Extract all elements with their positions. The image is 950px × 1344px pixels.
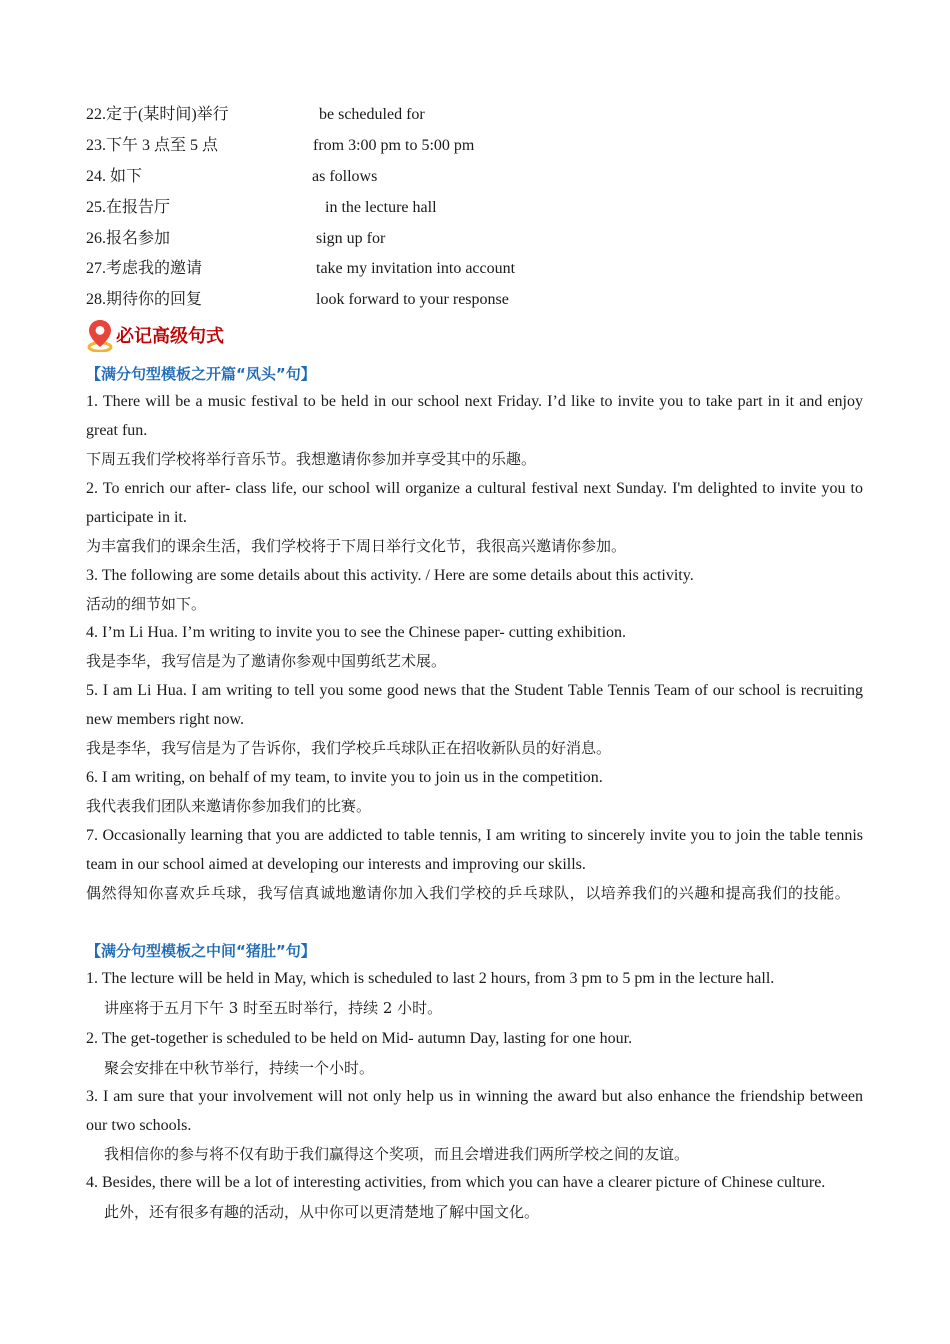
sentence-english: 5. I am Li Hua. I am writing to tell you some good news that the Student Table Tennis Team of our school is recruiting new members right now. (86, 682, 863, 728)
sentence-english: 2. To enrich our after- class life, our school will organize a cultural festival next Sunday. I'm delighted to invite you to participate in it. (86, 480, 863, 526)
sentence-chinese: 偶然得知你喜欢乒乓球，我写信真诚地邀请你加入我们学校的乒乓球队，以培养我们的兴趣和提高我们的技能。 (86, 884, 851, 902)
location-pin-icon (86, 318, 114, 352)
sentence-english: 2. The get-together is scheduled to be held on Mid- autumn Day, lasting for one hour. (86, 1030, 633, 1047)
sentence-chinese: 我代表我们团队来邀请你参加我们的比赛。 (86, 797, 372, 815)
sentence-english: 1. The lecture will be held in May, which is scheduled to last 2 hours, from 3 pm to 5 pm in the lecture hall. (86, 970, 775, 987)
vocab-chinese: 27.考虑我的邀请 (86, 260, 203, 277)
vocab-english: from 3:00 pm to 5:00 pm (313, 137, 475, 154)
section-heading (86, 318, 224, 352)
sentence-chinese: 我是李华，我写信是为了邀请你参观中国剪纸艺术展。 (86, 652, 447, 670)
vocab-row (86, 288, 509, 312)
sentence-english: 1. There will be a music festival to be held in our school next Friday. I’d like to invite you to take part in it and enjoy great fun. (86, 393, 863, 439)
vocab-english: be scheduled for (319, 106, 425, 123)
vocab-row (86, 165, 378, 189)
sentence-chinese: 为丰富我们的课余生活，我们学校将于下周日举行文化节，我很高兴邀请你参加。 (86, 537, 627, 555)
vocab-row (86, 103, 425, 127)
sentence-chinese: 讲座将于五月下午 3 时至五时举行，持续 2 小时。 (104, 999, 443, 1017)
sentence-english: 6. I am writing, on behalf of my team, to invite you to join us in the competition. (86, 769, 603, 786)
vocab-chinese: 24. 如下 (86, 168, 143, 185)
vocab-row (86, 134, 475, 158)
vocab-english: take my invitation into account (316, 260, 516, 277)
sentence-english: 7. Occasionally learning that you are addicted to table tennis, I am writing to sincerely invite you to join the table tennis team in our school aimed at developing our interests and improving our skills. (86, 827, 863, 873)
sentence-english: 4. I’m Li Hua. I’m writing to invite you to see the Chinese paper- cutting exhibition. (86, 624, 627, 641)
vocab-row (86, 196, 437, 220)
sentence-chinese: 此外，还有很多有趣的活动，从中你可以更清楚地了解中国文化。 (104, 1203, 540, 1221)
sentence-chinese: 我是李华，我写信是为了告诉你，我们学校乒乓球队正在招收新队员的好消息。 (86, 739, 612, 757)
sentence-chinese: 活动的细节如下。 (86, 595, 207, 613)
vocab-chinese: 26.报名参加 (86, 230, 171, 247)
sentence-english: 3. I am sure that your involvement will not only help us in winning the award but also enhance the friendship between our two schools. (86, 1088, 863, 1134)
vocab-english: look forward to your response (316, 291, 509, 308)
middle-section-title: 【满分句型模板之中间“猪肚”句】 (86, 942, 316, 960)
vocab-english: sign up for (316, 230, 386, 247)
heading-text: 必记高级句式 (116, 326, 224, 347)
opening-section-title: 【满分句型模板之开篇“凤头”句】 (86, 365, 316, 383)
vocab-chinese: 22.定于(某时间)举行 (86, 106, 229, 123)
vocab-row (86, 227, 386, 251)
vocab-english: as follows (312, 168, 378, 185)
vocab-chinese: 23.下午 3 点至 5 点 (86, 137, 219, 154)
vocab-chinese: 25.在报告厅 (86, 199, 171, 216)
sentence-english: 3. The following are some details about this activity. / Here are some details about this activity. (86, 567, 694, 584)
sentence-chinese: 聚会安排在中秋节举行，持续一个小时。 (104, 1059, 375, 1077)
sentence-chinese: 我相信你的参与将不仅有助于我们赢得这个奖项，而且会增进我们两所学校之间的友谊。 (104, 1145, 690, 1163)
sentence-english: 4. Besides, there will be a lot of interesting activities, from which you can have a clearer picture of Chinese culture. (86, 1174, 826, 1191)
vocab-english: in the lecture hall (325, 199, 437, 216)
vocab-row (86, 257, 516, 281)
sentence-chinese: 下周五我们学校将举行音乐节。我想邀请你参加并享受其中的乐趣。 (86, 450, 537, 468)
vocab-chinese: 28.期待你的回复 (86, 291, 203, 308)
